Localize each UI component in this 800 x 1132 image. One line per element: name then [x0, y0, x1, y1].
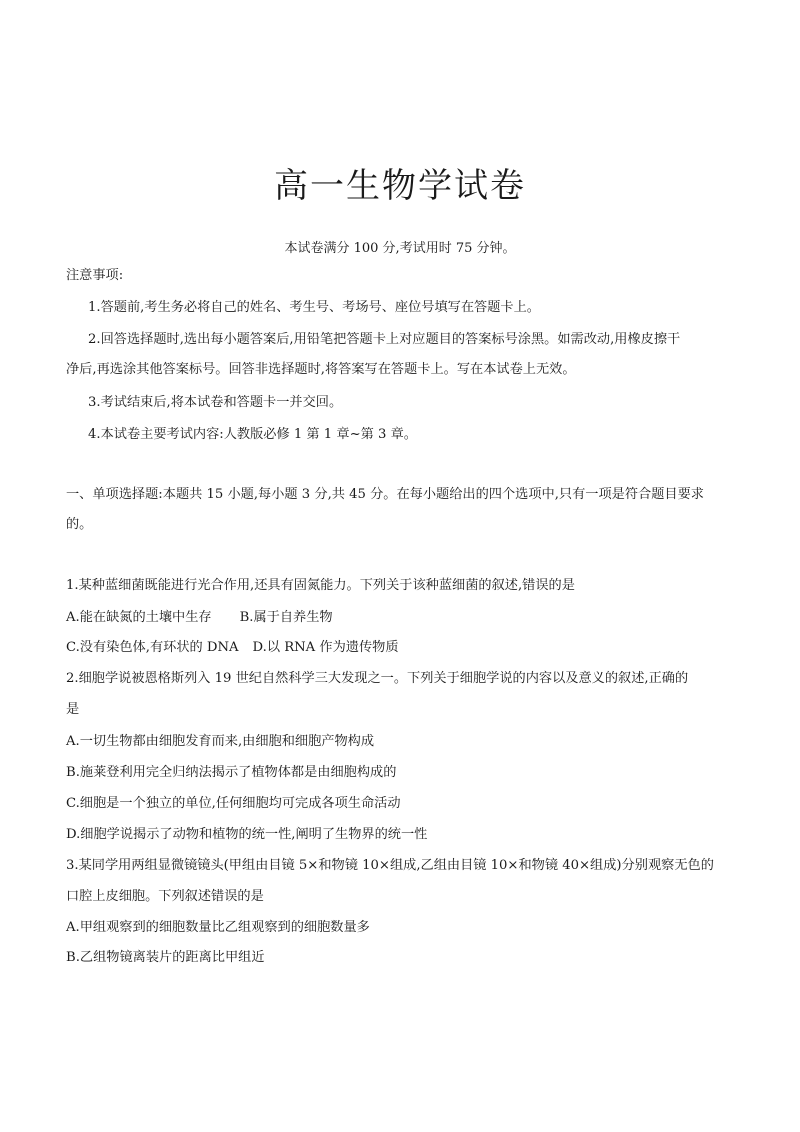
exam-info: 本试卷满分 100 分,考试用时 75 分钟。 — [284, 241, 516, 256]
section-heading-continued: 的。 — [66, 517, 93, 532]
option-d: D.以 RNA 作为遗传物质 — [252, 640, 399, 655]
note-item-continued: 净后,再选涂其他答案标号。回答非选择题时,将答案写在答题卡上。写在本试卷上无效。 — [66, 362, 576, 377]
note-item: 3.考试结束后,将本试卷和答题卡一并交回。 — [88, 395, 343, 410]
note-item: 1.答题前,考生务必将自己的姓名、考生号、考场号、座位号填写在答题卡上。 — [88, 300, 540, 315]
option-c: C.没有染色体,有环状的 DNA — [66, 640, 239, 655]
question-2-stem-continued: 是 — [66, 702, 80, 717]
question-2-stem: 2.细胞学说被恩格斯列入 19 世纪自然科学三大发现之一。下列关于细胞学说的内容以及意义的叙述,正确的 — [66, 671, 689, 686]
option-a: A.甲组观察到的细胞数量比乙组观察到的细胞数量多 — [66, 920, 370, 935]
question-1-options-ab — [66, 609, 333, 627]
page-title: 高一生物学试卷 — [274, 166, 526, 206]
option-a: A.能在缺氮的土壤中生存 — [66, 610, 212, 625]
option-b: B.乙组物镜离装片的距离比甲组近 — [66, 950, 265, 965]
question-3-stem: 3.某同学用两组显微镜镜头(甲组由目镜 5×和物镜 10×组成,乙组由目镜 10×和物镜 40×组成)分别观察无色的 — [66, 858, 714, 873]
question-1-options-cd — [66, 639, 399, 657]
note-item: 4.本试卷主要考试内容:人教版必修 1 第 1 章~第 3 章。 — [88, 427, 417, 442]
option-b: B.施莱登利用完全归纳法揭示了植物体都是由细胞构成的 — [66, 765, 397, 780]
option-a: A.一切生物都由细胞发育而来,由细胞和细胞产物构成 — [66, 734, 375, 749]
option-c: C.细胞是一个独立的单位,任何细胞均可完成各项生命活动 — [66, 796, 401, 811]
question-1-stem: 1.某种蓝细菌既能进行光合作用,还具有固氮能力。下列关于该种蓝细菌的叙述,错误的是 — [66, 578, 575, 593]
notes-heading: 注意事项: — [66, 268, 124, 283]
note-item: 2.回答选择题时,选出每小题答案后,用铅笔把答题卡上对应题目的答案标号涂黑。如需改动,用橡皮擦干 — [88, 332, 681, 347]
question-3-stem-continued: 口腔上皮细胞。下列叙述错误的是 — [66, 889, 264, 904]
option-b: B.属于自养生物 — [239, 610, 333, 625]
option-d: D.细胞学说揭示了动物和植物的统一性,阐明了生物界的统一性 — [66, 827, 428, 842]
section-heading: 一、单项选择题:本题共 15 小题,每小题 3 分,共 45 分。在每小题给出的四个选项中,只有一项是符合题目要求 — [66, 487, 704, 502]
